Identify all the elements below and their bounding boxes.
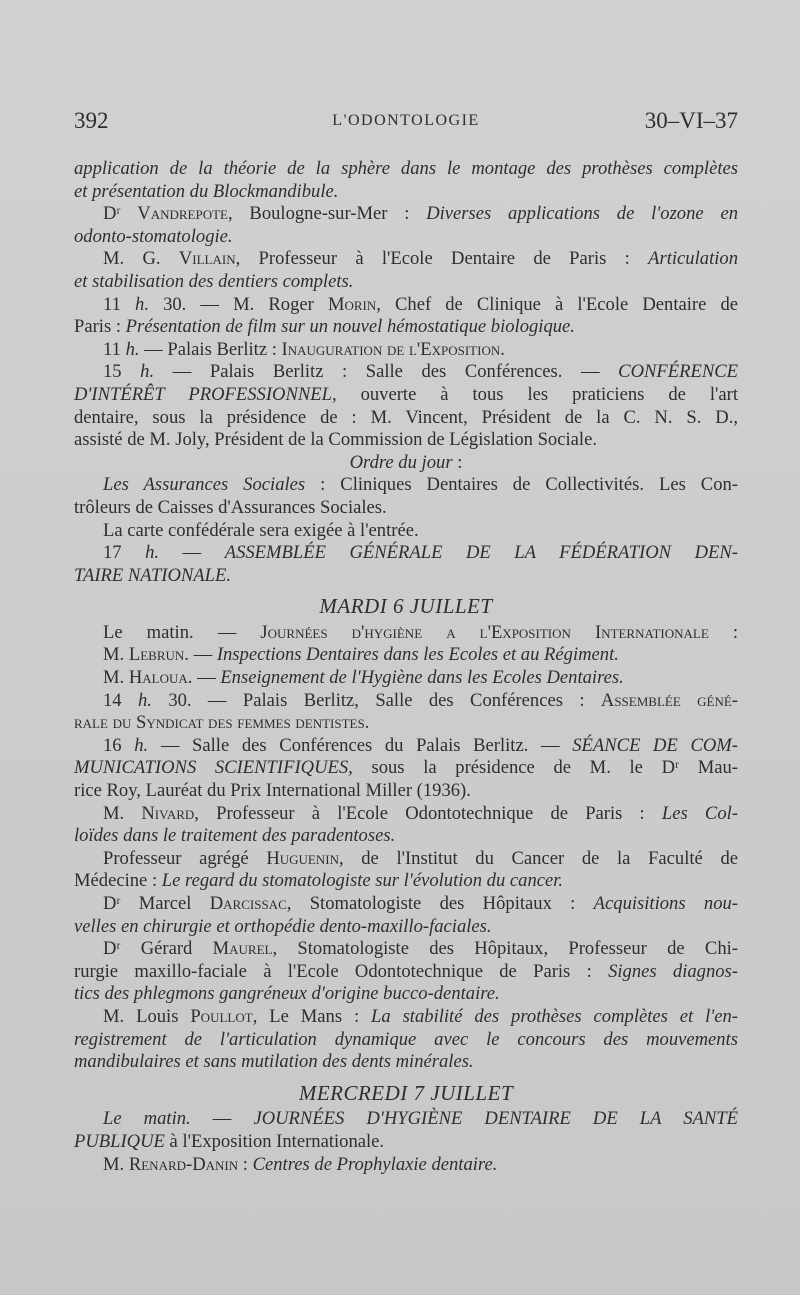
- text-line: [74, 735, 738, 758]
- text-run: Lebrun: [128, 644, 185, 666]
- text-run: Diverses applications de l'ozone en: [426, 203, 738, 225]
- text-run: Dʳ Marcel: [103, 893, 210, 914]
- text-run: :: [452, 451, 463, 473]
- text-run: Centres de Prophylaxie dentaire.: [252, 1153, 498, 1175]
- text-run: D'INTÉRÊT PROFESSIONNEL,: [74, 383, 337, 405]
- text-line: [74, 181, 738, 204]
- text-run: Inauguration de l'Exposition.: [281, 338, 505, 360]
- text-run: et présentation du Blockmandibule.: [74, 180, 339, 202]
- text-run: Journées d'hygiène a l'Exposition Internationale :: [260, 621, 738, 643]
- text-line: [74, 339, 738, 362]
- text-run: trôleurs de Caisses d'Assurances Sociales.: [74, 496, 387, 518]
- text-run: SÉANCE DE COM-: [572, 734, 738, 756]
- text-run: Renard-Danin: [128, 1153, 239, 1175]
- text-run: Le regard du stomatologiste sur l'évolution du cancer.: [161, 870, 564, 892]
- text-run: , Stomatologiste des Hôpitaux :: [286, 893, 594, 914]
- text-run: Signes diagnos-: [608, 960, 738, 982]
- text-line: [74, 848, 738, 871]
- text-run: 30. — M. Roger: [148, 293, 328, 315]
- text-line: [74, 429, 738, 452]
- text-run: — Palais Berlitz : Salle des Conférences. —: [154, 361, 619, 383]
- text-run: JOURNÉES D'HYGIÈNE DENTAIRE DE LA SANTÉ: [253, 1108, 738, 1130]
- text-line: [74, 1006, 738, 1029]
- text-run: loïdes dans le traitement des paradentoses.: [74, 825, 396, 847]
- text-run: Villain: [178, 248, 236, 270]
- text-run: TAIRE NATIONALE.: [74, 564, 232, 586]
- text-run: , Professeur à l'Ecole Odontotechnique de Paris :: [194, 802, 662, 824]
- text-run: 16: [103, 734, 135, 756]
- text-run: MUNICATIONS SCIENTIFIQUES,: [74, 757, 353, 779]
- text-line: [74, 248, 738, 271]
- text-line: [74, 870, 738, 893]
- page-body: [74, 158, 738, 1176]
- text-run: Médecine :: [74, 870, 162, 892]
- text-run: La carte confédérale sera exigée à l'entrée.: [103, 519, 419, 541]
- text-run: Darcissac: [209, 893, 287, 914]
- text-run: M.: [103, 802, 142, 824]
- text-run: MARDI: [319, 594, 388, 619]
- text-run: Articulation: [648, 248, 738, 270]
- text-run: CONFÉRENCE: [618, 361, 738, 383]
- text-run: rale du Syndicat des femmes dentistes.: [74, 712, 370, 734]
- text-run: rurgie maxillo-faciale à l'Ecole Odontotechnique de Paris :: [74, 960, 609, 982]
- text-run: Acquisitions nou-: [593, 893, 738, 914]
- text-line: [74, 961, 738, 984]
- text-run: M. G.: [103, 248, 179, 270]
- text-run: —: [159, 542, 225, 564]
- text-line: [74, 226, 738, 249]
- text-run: La stabilité des prothèses complètes et l'en-: [371, 1005, 738, 1027]
- text-run: Morin: [327, 293, 377, 315]
- text-run: — Palais Berlitz :: [139, 338, 282, 360]
- text-line: [74, 271, 738, 294]
- text-run: Vandrepote: [137, 203, 228, 225]
- text-run: M.: [103, 1153, 129, 1175]
- text-run: :: [238, 1153, 253, 1175]
- text-line: [74, 825, 738, 848]
- text-run: . —: [184, 644, 217, 666]
- text-line: [74, 1051, 738, 1074]
- text-line: [74, 893, 738, 916]
- text-run: h.: [140, 361, 155, 383]
- text-run: Les Assurances Sociales: [103, 474, 306, 496]
- text-run: Enseignement de l'Hygiène dans les Ecoles Dentaires.: [220, 667, 624, 689]
- text-run: registrement de l'articulation dynamique avec le concours des mouvements: [74, 1028, 738, 1050]
- text-line: [74, 803, 738, 826]
- text-line: [74, 644, 738, 667]
- text-line: [74, 983, 738, 1006]
- text-run: MERCREDI: [298, 1080, 408, 1105]
- text-line: [74, 384, 738, 407]
- text-run: JUILLET: [430, 1080, 514, 1105]
- text-line: [74, 316, 738, 339]
- text-run: Assemblée géné-: [600, 689, 738, 711]
- text-line: [74, 361, 738, 384]
- text-run: M.: [103, 644, 129, 666]
- text-run: Présentation de film sur un nouvel hémostatique biologique.: [125, 316, 575, 338]
- text-run: . —: [187, 667, 221, 689]
- text-run: Haloua: [128, 667, 188, 689]
- text-run: application de la théorie de la sphère dans le montage des prothèses complètes: [74, 158, 738, 179]
- text-run: M. Louis: [103, 1005, 191, 1027]
- text-run: sous la présidence de M. le Dʳ Mau-: [352, 757, 738, 779]
- text-run: Le matin. —: [103, 621, 261, 643]
- section-heading: [74, 595, 738, 618]
- text-run: Dʳ Gérard: [103, 938, 213, 960]
- text-run: : Cliniques Dentaires de Collectivités. Les Con-: [305, 474, 738, 496]
- text-run: tics des phlegmons gangréneux d'origine bucco-dentaire.: [74, 983, 500, 1005]
- text-line: [74, 542, 738, 565]
- text-line: [74, 1108, 738, 1131]
- text-run: 11: [103, 338, 126, 360]
- text-run: Dʳ: [103, 203, 138, 225]
- text-run: Nivard: [141, 802, 195, 824]
- text-run: , Professeur à l'Ecole Dentaire de Paris :: [235, 248, 649, 270]
- text-run: h.: [134, 734, 149, 756]
- text-run: Ordre du jour: [349, 451, 453, 473]
- text-run: Inspections Dentaires dans les Ecoles et au Régiment.: [216, 644, 619, 666]
- text-line: [74, 1154, 738, 1177]
- text-line: [74, 938, 738, 961]
- text-run: Poullot: [190, 1005, 253, 1027]
- text-line: [74, 565, 738, 588]
- text-run: Maurel: [212, 938, 273, 960]
- text-run: 7: [407, 1080, 431, 1105]
- text-run: h.: [125, 338, 140, 360]
- text-run: velles en chirurgie et orthopédie dento-maxillo-faciales.: [74, 915, 492, 937]
- text-run: 15: [103, 361, 141, 383]
- text-run: , Stomatologiste des Hôpitaux, Professeur de Chi-: [272, 938, 738, 960]
- text-line: [74, 474, 738, 497]
- text-line: [74, 1131, 738, 1154]
- text-run: —: [190, 1108, 254, 1130]
- text-run: Les Col-: [661, 802, 738, 824]
- text-run: Le matin.: [103, 1108, 191, 1130]
- text-run: PUBLIQUE: [74, 1130, 165, 1152]
- text-run: Huguenin: [266, 847, 339, 869]
- text-run: M.: [103, 667, 129, 689]
- text-run: h.: [137, 689, 152, 711]
- text-line: [74, 780, 738, 803]
- text-run: JUILLET: [409, 594, 493, 619]
- text-line: [74, 294, 738, 317]
- text-run: Professeur agrégé: [103, 847, 267, 869]
- text-run: h.: [145, 542, 160, 564]
- text-line: [74, 497, 738, 520]
- text-run: 30. — Palais Berlitz, Salle des Conférences :: [151, 689, 601, 711]
- text-run: 11: [103, 293, 136, 315]
- section-heading: [74, 1082, 738, 1105]
- text-line: [74, 520, 738, 543]
- text-run: mandibulaires et sans mutilation des dents minérales.: [74, 1051, 474, 1073]
- text-run: h.: [135, 293, 149, 315]
- text-run: 6: [387, 594, 410, 619]
- page-number: 392: [74, 108, 109, 133]
- text-run: odonto-stomatologie.: [74, 225, 233, 247]
- text-line: [74, 203, 738, 226]
- text-line: [74, 622, 738, 645]
- text-run: , Le Mans :: [252, 1005, 372, 1027]
- text-run: assisté de M. Joly, Président de la Commission de Législation Sociale.: [74, 429, 597, 451]
- text-run: à l'Exposition Internationale.: [164, 1130, 385, 1152]
- text-line: [74, 712, 738, 735]
- text-run: Paris :: [74, 316, 126, 338]
- text-run: dentaire, sous la présidence de : M. Vincent, Président de la C. N. S. D.,: [74, 406, 738, 428]
- text-line: [74, 690, 738, 713]
- text-line: [74, 757, 738, 780]
- text-run: , de l'Institut du Cancer de la Faculté de: [338, 847, 738, 869]
- text-line: [74, 667, 738, 690]
- text-run: — Salle des Conférences du Palais Berlitz. —: [148, 734, 573, 756]
- text-run: , Chef de Clinique à l'Ecole Dentaire de: [376, 293, 738, 315]
- text-line: [74, 158, 738, 181]
- text-run: rice Roy, Lauréat du Prix International Miller (1936).: [74, 780, 471, 802]
- page-header: [74, 108, 738, 142]
- text-line: [74, 452, 738, 475]
- text-line: [74, 407, 738, 430]
- running-title: L'ODONTOLOGIE: [332, 112, 480, 129]
- text-run: et stabilisation des dentiers complets.: [74, 270, 354, 292]
- text-run: ouverte à tous les praticiens de l'art: [336, 383, 738, 405]
- text-line: [74, 1029, 738, 1052]
- text-run: , Boulogne-sur-Mer :: [227, 203, 427, 225]
- text-run: 14: [103, 689, 138, 711]
- text-run: ASSEMBLÉE GÉNÉRALE DE LA FÉDÉRATION DEN-: [224, 542, 738, 564]
- issue-date: 30–VI–37: [644, 108, 738, 133]
- text-run: 17: [103, 542, 146, 564]
- text-line: [74, 916, 738, 939]
